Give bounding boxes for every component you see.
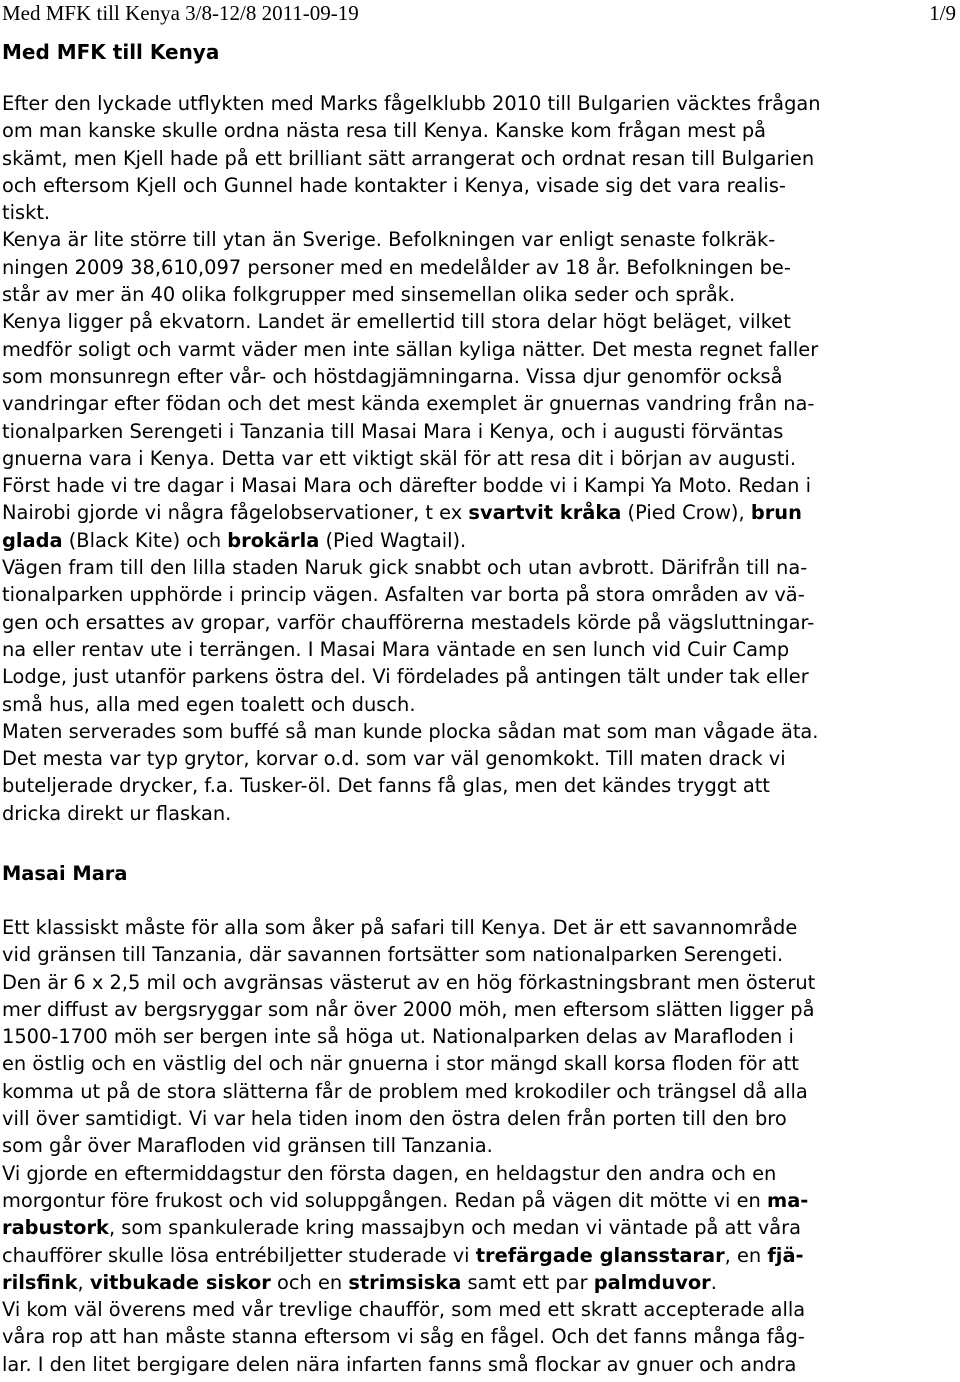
text-segment: (Pied Crow), <box>621 501 751 525</box>
species-name: trefärgade glansstarar <box>475 1243 725 1267</box>
text-line: vill över samtidigt. Vi var hela tiden inom den östra delen från porten till den bro <box>2 1107 787 1131</box>
text-line-with-species <box>2 1187 956 1214</box>
text-segment: . <box>710 1270 717 1294</box>
text-line: dricka direkt ur flaskan. <box>2 801 232 825</box>
text-line: lar. I den litet bergigare delen nära infarten fanns små flockar av gnuer och andra <box>2 1352 797 1376</box>
text-line: Maten serverades som buffé så man kunde plocka sådan mat som man vågade äta. <box>2 719 819 743</box>
text-line: Ett klassiskt måste för alla som åker på safari till Kenya. Det är ett savannområde <box>2 916 798 939</box>
species-name: rilsfink <box>2 1270 78 1294</box>
text-line: Efter den lyckade utflykten med Marks fågelklubb 2010 till Bulgarien väcktes frågan <box>2 92 821 115</box>
text-line: vid gränsen till Tanzania, där savannen fortsätter som nationalparken Serengeti. <box>2 943 784 967</box>
text-segment: , <box>77 1270 90 1294</box>
species-name: ma- <box>766 1188 809 1212</box>
text-line: Vi gjorde en eftermiddagstur den första dagen, en heldagstur den andra och en <box>2 1161 777 1185</box>
text-line: tiskt. <box>2 201 51 225</box>
text-segment: (Pied Wagtail). <box>319 528 467 552</box>
text-line: Vägen fram till den lilla staden Naruk gick snabbt och utan avbrott. Därifrån till na- <box>2 556 808 580</box>
text-line: Först hade vi tre dagar i Masai Mara och därefter bodde vi i Kampi Ya Moto. Redan i <box>2 474 811 498</box>
species-name: vitbukade siskor <box>89 1270 271 1294</box>
text-line: medför soligt och varmt väder men inte sällan kyliga nätter. Det mesta regnet faller <box>2 337 819 361</box>
text-segment: samt ett par <box>461 1270 594 1294</box>
text-line: na eller rentav ute i terrängen. I Masai Mara väntade en sen lunch vid Cuir Camp <box>2 637 790 661</box>
text-segment: morgontur före frukost och vid soluppgången. Redan på vägen dit mötte vi en <box>2 1188 767 1212</box>
text-segment: (Black Kite) och <box>62 528 228 552</box>
running-header <box>2 0 956 26</box>
species-name: glada <box>2 528 63 552</box>
text-line: om man kanske skulle ordna nästa resa till Kenya. Kanske kom frågan mest på <box>2 119 767 143</box>
text-line: komma ut på de stora slätterna får de problem med krokodiler och trängsel då alla <box>2 1079 808 1103</box>
text-line: vandringar efter födan och det mest kända exemplet är gnuernas vandring från na- <box>2 392 815 416</box>
text-line-with-species <box>2 499 956 526</box>
text-line: tionalparken Serengeti i Tanzania till Masai Mara i Kenya, och i augusti förväntas <box>2 419 784 443</box>
text-line: Kenya ligger på ekvatorn. Landet är emellertid till stora delar högt beläget, vilket <box>2 310 791 334</box>
species-name: brun <box>750 501 802 525</box>
text-line-with-species <box>2 527 956 554</box>
document-title: Med MFK till Kenya <box>2 40 220 64</box>
intro-body <box>2 90 956 827</box>
species-name: brokärla <box>227 528 320 552</box>
species-name: rabustork <box>2 1216 109 1240</box>
text-line: Den är 6 x 2,5 mil och avgränsas västerut av en hög förkastningsbrant men österut <box>2 970 816 994</box>
text-line: Vi kom väl överens med vår trevlige chaufför, som med ett skratt accepterade alla <box>2 1298 806 1322</box>
text-line: och eftersom Kjell och Gunnel hade kontakter i Kenya, visade sig det vara realis- <box>2 173 786 197</box>
text-line: gen och ersattes av gropar, varför chaufförerna mestadels körde på vägsluttningar- <box>2 610 815 634</box>
text-line-with-species <box>2 1214 956 1241</box>
text-line-with-species <box>2 1242 956 1269</box>
text-line: som går över Marafloden vid gränsen till Tanzania. <box>2 1134 493 1158</box>
text-segment: Nairobi gjorde vi några fågelobservationer, t ex <box>2 501 469 525</box>
text-line: Kenya är lite större till ytan än Sverige. Befolkningen var enligt senaste folkräk- <box>2 228 776 252</box>
text-line: skämt, men Kjell hade på ett brilliant sätt arrangerat och ordnat resan till Bulgarien <box>2 146 815 170</box>
text-line: tionalparken upphörde i princip vägen. Asfalten var borta på stora områden av vä- <box>2 583 805 607</box>
text-line: våra rop att han måste stanna eftersom vi såg en fågel. Och det fanns många fåg- <box>2 1325 805 1349</box>
header-page-number: 1/9 <box>929 1 956 25</box>
text-segment: , en <box>724 1243 768 1267</box>
text-line: små hus, alla med egen toalett och dusch. <box>2 692 416 716</box>
species-name: palmduvor <box>593 1270 711 1294</box>
text-line: ningen 2009 38,610,097 personer med en medelålder av 18 år. Befolkningen be- <box>2 255 791 279</box>
text-segment: chaufförer skulle lösa entrébiljetter studerade vi <box>2 1243 476 1267</box>
header-document-title: Med MFK till Kenya 3/8-12/8 2011-09-19 <box>2 1 359 25</box>
text-segment: och en <box>270 1270 349 1294</box>
species-name: svartvit kråka <box>468 501 622 525</box>
species-name: strimsiska <box>348 1270 462 1294</box>
species-name: fjä- <box>767 1243 804 1267</box>
text-line: buteljerade drycker, f.a. Tusker-öl. Det fanns få glas, men det kändes tryggt att <box>2 774 770 798</box>
text-line: gnuerna vara i Kenya. Detta var ett viktigt skäl för att resa dit i början av augusti. <box>2 446 796 470</box>
text-segment: , som spankulerade kring massajbyn och medan vi väntade på att våra <box>108 1216 802 1240</box>
section-heading: Masai Mara <box>2 862 128 885</box>
text-line: mer diffust av bergsryggar som når över 2000 möh, men eftersom slätten ligger på <box>2 997 815 1021</box>
text-line: Lodge, just utanför parkens östra del. Vi fördelades på antingen tält under tak eller <box>2 665 809 689</box>
text-line: Det mesta var typ grytor, korvar o.d. som var väl genomkokt. Till maten drack vi <box>2 747 786 771</box>
text-line: står av mer än 40 olika folkgrupper med sinsemellan olika seder och språk. <box>2 283 736 307</box>
text-line: 1500-1700 möh ser bergen inte så höga ut. Nationalparken delas av Marafloden i <box>2 1025 794 1049</box>
masai-mara-body <box>2 914 956 1378</box>
text-line: som monsunregn efter vår- och höstdagjämningarna. Vissa djur genomför också <box>2 364 783 388</box>
text-line: en östlig och en västlig del och när gnuerna i stor mängd skall korsa floden för att <box>2 1052 799 1076</box>
text-line-with-species <box>2 1269 956 1296</box>
